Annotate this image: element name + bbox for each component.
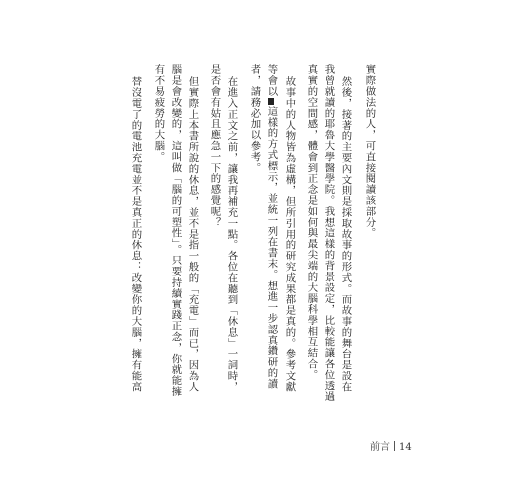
- text-column: 是否會有姑且應急一下的感覺呢？: [208, 64, 221, 228]
- reference-marker-icon: [268, 98, 274, 105]
- text-column: 故事中的人物皆為虛構，但所引用的研究成果都是真的。參考文獻: [283, 76, 296, 393]
- text-column: 者，請務必加以參考。: [248, 64, 261, 173]
- text-column: 有不易疲勞的大腦。: [152, 64, 165, 163]
- text-column: 腦是會改變的，這叫做「腦的可塑性」。只要持續實踐正念，你就能擁: [169, 64, 182, 397]
- text-column-part: 這樣的方式標示，並統一列在書末。想進一步認真鑽研的讀: [265, 105, 278, 390]
- text-column: 我曾就讀的耶魯大學醫學院。我想這樣的背景設定，比較能讓各位透過: [322, 64, 335, 402]
- text-column: 實際做法的人，可直接閱讀該部分。: [363, 64, 376, 239]
- running-section-title: 前言: [370, 442, 390, 453]
- text-column: 真實的空間感，體會到正念是如何與最尖端的大腦科學相互結合。: [305, 64, 318, 381]
- text-column: 然後，接著的主要內文則是採取故事的形式。而故事的舞台是設在: [339, 76, 352, 393]
- page-footer: [370, 438, 412, 453]
- text-column-part: 等會以: [265, 64, 278, 97]
- page-number: 14: [399, 442, 412, 453]
- text-column: 替沒電了的電池充電並不是真正的休息：改變你的大腦，擁有能高: [129, 76, 142, 393]
- text-column: 但實際上本書所說的休息，並不是指一般的「充電」而已，因為人: [186, 76, 199, 393]
- text-column: 在進入正文之前，讓我再補充一點。各位在聽到「休息」一詞時，: [225, 76, 238, 393]
- footer-divider: [394, 441, 395, 451]
- text-column: [266, 64, 276, 389]
